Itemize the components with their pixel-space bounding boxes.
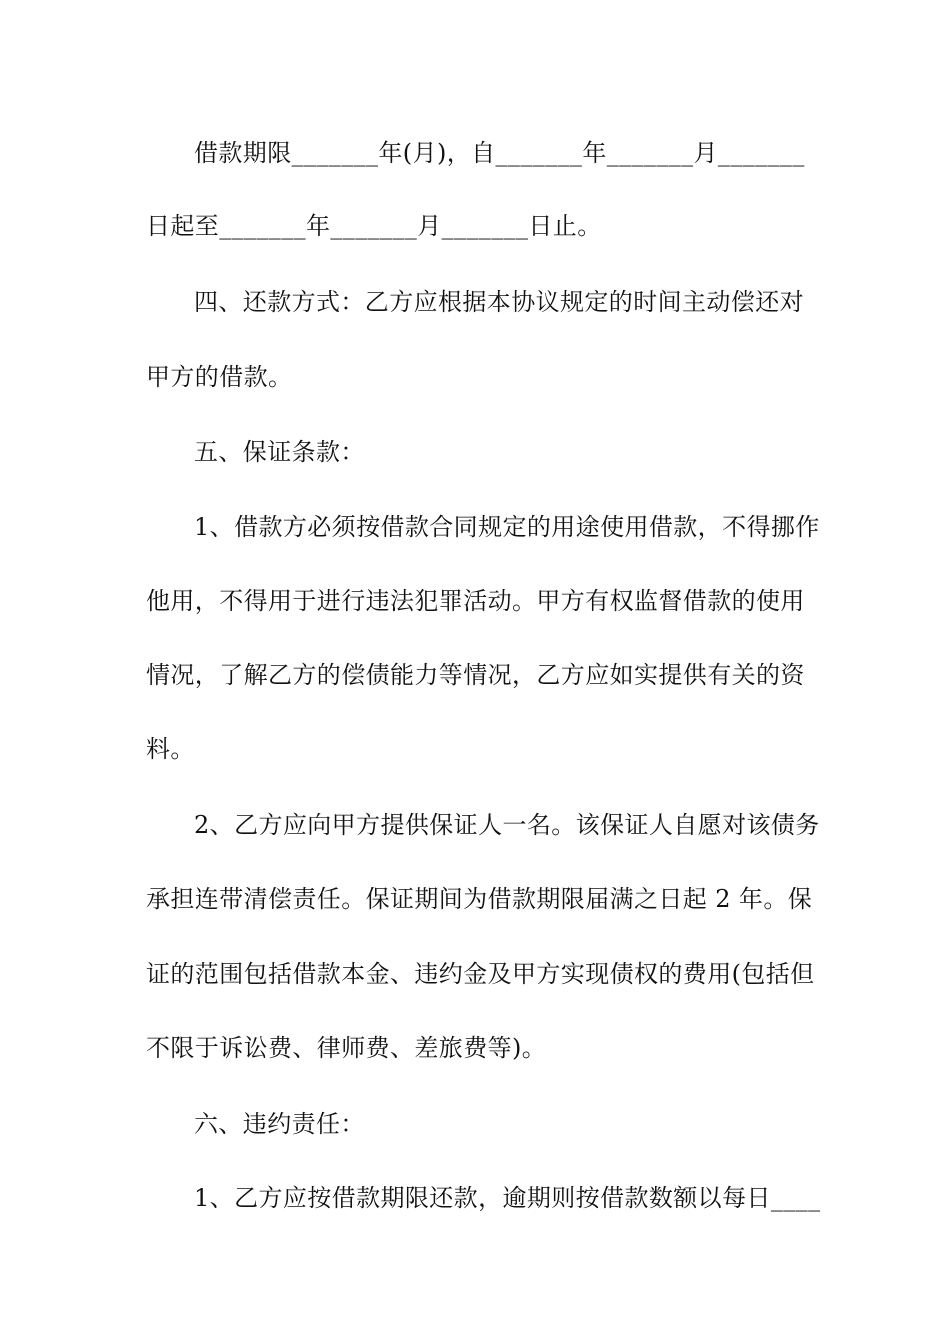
repayment-method-continuation: 甲方的借款。 xyxy=(146,363,293,391)
guarantee-item-1-line-2: 他用，不得用于进行违法犯罪活动。甲方有权监督借款的使用 xyxy=(146,587,805,615)
loan-term-end-line: 日起至_______年_______月_______日止。 xyxy=(146,212,602,240)
guarantee-item-1-line-3: 情况，了解乙方的偿债能力等情况，乙方应如实提供有关的资 xyxy=(146,661,805,689)
guarantee-item-2-line-4: 不限于诉讼费、律师费、差旅费等)。 xyxy=(146,1034,547,1062)
repayment-method-clause: 四、还款方式：乙方应根据本协议规定的时间主动偿还对 xyxy=(194,288,804,316)
guarantee-item-1-line-1: 1、借款方必须按借款合同规定的用途使用借款，不得挪作 xyxy=(194,513,820,541)
guarantee-item-1-line-4: 料。 xyxy=(146,735,195,763)
guarantee-item-2-line-1: 2、乙方应向甲方提供保证人一名。该保证人自愿对该债务 xyxy=(194,811,820,839)
guarantee-item-2-line-2: 承担连带清偿责任。保证期间为借款期限届满之日起 2 年。保 xyxy=(146,885,813,913)
guarantee-item-2-line-3: 证的范围包括借款本金、违约金及甲方实现债权的费用(包括但 xyxy=(146,960,815,988)
guarantee-clause-heading: 五、保证条款： xyxy=(194,438,365,466)
breach-item-1-line-1: 1、乙方应按借款期限还款，逾期则按借款数额以每日____ xyxy=(194,1184,821,1212)
breach-liability-heading: 六、违约责任： xyxy=(194,1110,365,1138)
loan-term-line: 借款期限_______年(月)，自_______年_______月_______ xyxy=(194,139,805,167)
